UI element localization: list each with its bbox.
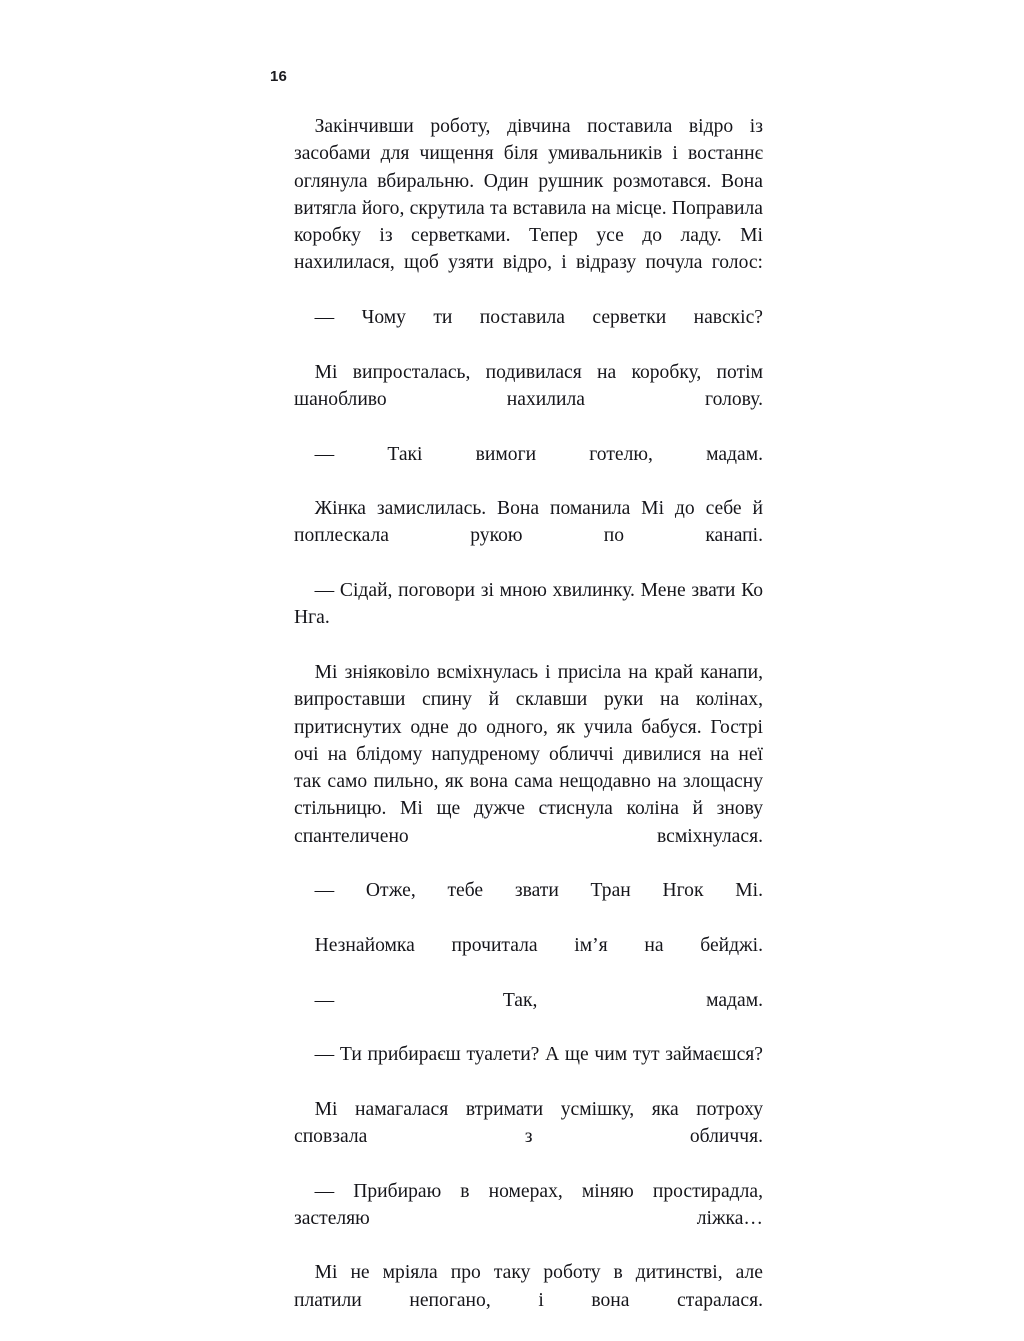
page-number: 16 xyxy=(270,68,288,85)
paragraph: Мі випросталась, подивилася на коробку, потім шанобливо нахилила голову. xyxy=(294,361,763,410)
paragraph: — Прибираю в номерах, міняю простирадла, застеляю ліжка… xyxy=(294,1180,763,1229)
paragraph: — Так, мадам. xyxy=(314,989,763,1011)
paragraph: — Отже, тебе звати Тран Нгок Мі. xyxy=(314,880,763,902)
body-text xyxy=(294,113,763,1341)
paragraph: Жінка замислилась. Вона поманила Мі до себе й поплескала рукою по канапі. xyxy=(294,498,763,547)
paragraph: — Сідай, поговори зі мною хвилинку. Мене звати Ко Нга. xyxy=(294,580,763,629)
paragraph: Мі зніяковіло всміхнулась і присіла на край канапи, випроставши спину й склавши руки на колінах, притиснутих одне до одного, як учила бабуся. Гострі очі на блідому напудреному обличчі дивилися на неї так само пильно, як вона сама нещодавно на злощасну стільницю. Мі ще дужче стиснула коліна й знову спантеличено всміхнулася. xyxy=(294,661,763,847)
paragraph: Мі не мріяла про таку роботу в дитинстві, але платили непогано, і вона старалася. xyxy=(294,1262,763,1311)
paragraph: — Ти прибираєш туалети? А ще чим тут займаєшся? xyxy=(314,1044,763,1066)
paragraph: — Такі вимоги готелю, мадам. xyxy=(314,443,763,465)
paragraph: Закінчивши роботу, дівчина поставила відро із засобами для чищення біля умивальників і востаннє оглянула вбиральню. Один рушник розмотався. Вона витягла його, скрутила та вставила на місце. Поправила коробку із серветками. Тепер усе до ладу. Мі нахилилася, щоб узяти відро, і відразу почула голос: xyxy=(294,116,763,274)
paragraph: Незнайомка прочитала ім’я на бейджі. xyxy=(314,934,763,956)
paragraph: Мі намагалася втримати усмішку, яка потроху сповзала з обличчя. xyxy=(294,1098,763,1147)
paragraph: — Чому ти поставила серветки навскіс? xyxy=(314,307,763,329)
